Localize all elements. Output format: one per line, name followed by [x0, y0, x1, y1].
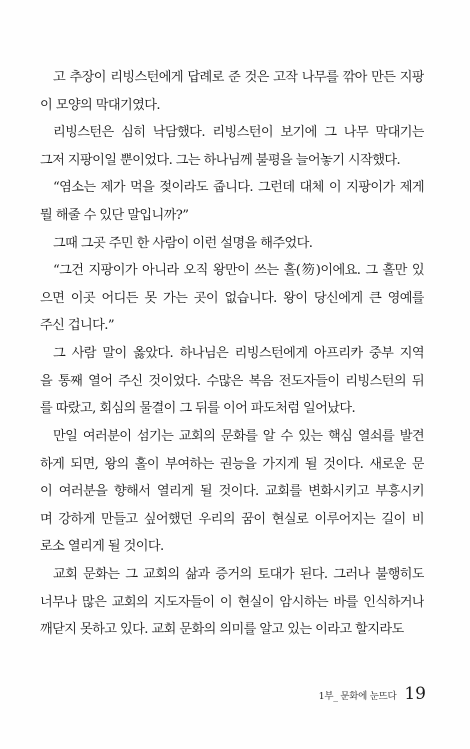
- text-line: 교회 문화는 그 교회의 삶과 증거의 토대가 된다. 그러나 불행히도: [53, 566, 424, 582]
- text-line: 리빙스턴은 심히 낙담했다. 리빙스턴이 보기에 그 나무 막대기는: [53, 125, 424, 141]
- text-line: 고 추장이 리빙스턴에게 답례로 준 것은 고작 나무를 깎아 만든 지팡: [53, 70, 424, 85]
- text-line: 을 통째 열어 주신 것이었다. 수많은 복음 전도자들이 리빙스턴의 뒤: [40, 373, 424, 389]
- text-line: 깨닫지 못하고 있다. 교회 문화의 의미를 알고 있는 이라고 할지라도: [40, 622, 404, 638]
- paragraph: [40, 64, 424, 119]
- body-text-top: [40, 64, 424, 423]
- page-number: 19: [404, 684, 426, 704]
- text-line: 만일 여러분이 섬기는 교회의 문화를 알 수 있는 핵심 열쇠를 발견: [53, 429, 424, 444]
- paragraph: [40, 119, 424, 174]
- text-line: 그저 지팡이일 뿐이었다. 그는 하나님께 불평을 늘어놓기 시작했다.: [40, 152, 401, 168]
- text-line: 주신 겁니다.”: [40, 318, 115, 334]
- text-line: 으면 이곳 어디든 못 가는 곳이 없습니다. 왕이 당신에게 큰 영예를: [40, 290, 424, 306]
- running-head: 1부_ 문화에 눈뜨다: [318, 691, 397, 702]
- paragraph: [40, 340, 424, 423]
- text-line: 이 모양의 막대기였다.: [40, 97, 161, 113]
- paragraph: [40, 561, 424, 644]
- text-line: 로소 열리게 될 것이다.: [40, 539, 164, 555]
- text-line: 를 따랐고, 회심의 물결이 그 뒤를 이어 파도처럼 일어났다.: [40, 401, 356, 417]
- text-line: “염소는 제가 먹을 젖이라도 줍니다. 그런데 대체 이 지팡이가 제게: [53, 180, 424, 196]
- text-line: 이 여러분을 향해서 열리게 될 것이다. 교회를 변화시키고 부흥시키: [40, 484, 424, 500]
- text-line: 그때 그곳 주민 한 사람이 이런 설명을 해주었다.: [53, 235, 313, 251]
- paragraph: [40, 423, 424, 561]
- body-text-bottom: [40, 423, 424, 644]
- text-line: 며 강하게 만들고 싶어했던 우리의 꿈이 현실로 이루어지는 길이 비: [40, 511, 424, 527]
- page-footer: [319, 684, 426, 708]
- text-line: 하게 되면, 왕의 홀이 부여하는 권능을 가지게 될 것이다. 새로운 문: [40, 456, 424, 472]
- paragraph: [40, 230, 424, 258]
- text-line: 너무나 많은 교회의 지도자들이 이 현실이 암시하는 바를 인식하거나: [40, 594, 424, 610]
- paragraph: [40, 174, 424, 229]
- text-line: 뭘 해줄 수 있단 말입니까?”: [40, 207, 189, 223]
- text-line: “그건 지팡이가 아니라 오직 왕만이 쓰는 홀(笏)이에요. 그 홀만 있: [53, 263, 424, 279]
- text-line: 그 사람 말이 옳았다. 하나님은 리빙스턴에게 아프리카 중부 지역: [53, 345, 424, 361]
- paragraph: [40, 257, 424, 340]
